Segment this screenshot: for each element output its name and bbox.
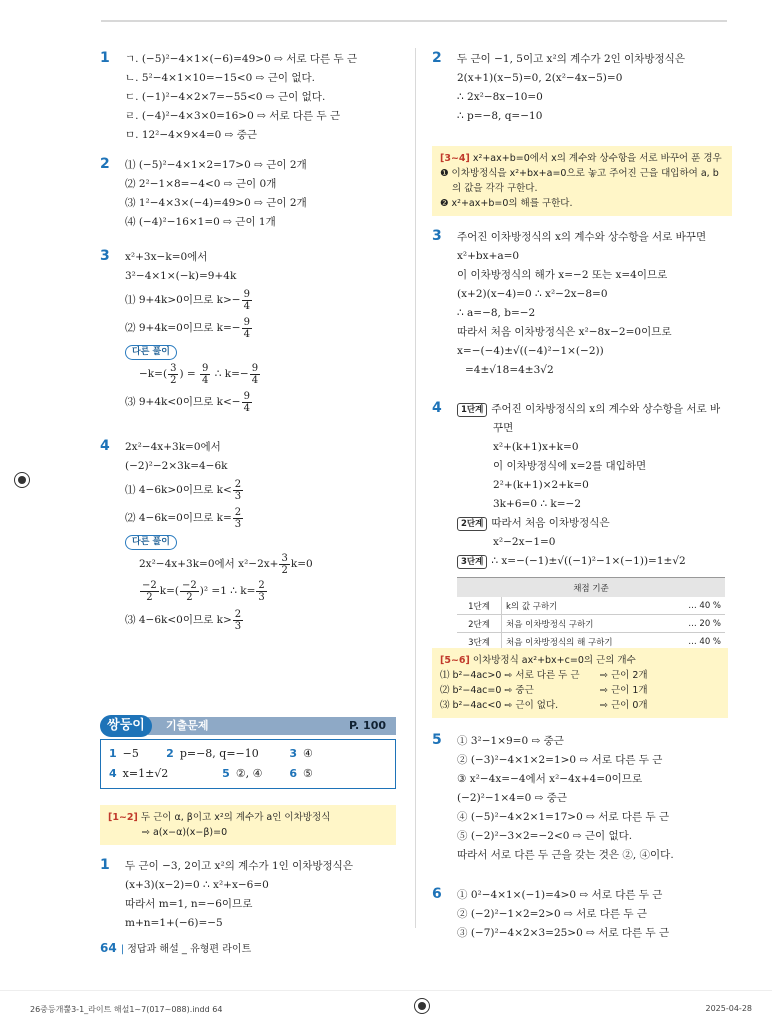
line: 3²−4×1×(−k)=9+4k (125, 270, 237, 282)
problem-number: 6 (432, 886, 442, 902)
line: −k=( $\frac{3}{2}$ ) = $\frac{9}{4}$ ∴ k=− $\frac{9}{4}$ (139, 362, 259, 386)
scoring-table (457, 577, 725, 651)
line: ① 3²−1×9=0 ⇨ 중근 (457, 735, 564, 747)
table-row: 3단계 처음 이차방정식의 해 구하기 … 40 % (457, 633, 725, 651)
line: 2x²−4x+3k=0에서 (125, 441, 221, 453)
registration-mark-icon (14, 472, 30, 488)
line: ⑷ (−4)²−16×1=0 ⇨ 근이 1개 (125, 216, 276, 228)
line: ∴ 2x²−8x−10=0 (457, 91, 543, 103)
answer-row: 4 x=1±√2 5 ②, ④ 6 ⑤ (109, 767, 313, 780)
line: ① 0²−4×1×(−1)=4>0 ⇨ 서로 다른 두 근 (457, 889, 663, 901)
line: ⑶ 9+4k<0이므로 k<− $\frac{9}{4}$ (125, 390, 250, 414)
answer-2 (100, 156, 400, 236)
top-rule (101, 20, 727, 22)
line: 두 근이 −1, 5이고 x²의 계수가 2인 이차방정식은 (457, 53, 685, 65)
line: (x+2)(x−4)=0 ∴ x²−2x−8=0 (457, 288, 608, 300)
step-3-tag: 3단계 (457, 555, 487, 569)
line: ㅁ. 12²−4×9×4=0 ⇨ 중근 (125, 129, 258, 141)
line: x²+3x−k=0에서 (125, 251, 208, 263)
exam-header (100, 715, 396, 737)
line: =4±√18=4±3√2 (465, 364, 554, 376)
problem-number: 3 (100, 248, 110, 264)
exam-section (100, 715, 396, 933)
table-row: 1단계 k의 값 구하기 … 40 % (457, 597, 725, 615)
problem-number: 1 (100, 50, 110, 66)
table-row: 2단계 처음 이차방정식 구하기 … 20 % (457, 615, 725, 633)
line: ∴ a=−8, b=−2 (457, 307, 536, 319)
line: (x+3)(x−2)=0 ∴ x²+x−6=0 (125, 879, 269, 891)
exam-answer-2 (432, 50, 732, 132)
right-column (432, 50, 732, 651)
answer-row: 1 −5 2 p=−8, q=−10 3 ④ (109, 747, 313, 760)
line: 따라서 서로 다른 두 근을 갖는 것은 ②, ④이다. (457, 849, 674, 861)
tip-box-5-6: [5~6] 이차방정식 ax²+bx+c=0의 근의 개수 ⑴ b²−4ac>0 ⇨ 서로 다른 두 근 ⇨ 근이 2개 ⑵ b²−4ac=0 ⇨ 중근 ⇨ 근이 1개 ⑶ b²−4ac<0 ⇨ 근이 없다. ⇨ 근이 0개 (432, 648, 728, 718)
problem-number: 5 (432, 732, 442, 748)
exam-answer-5 (432, 732, 728, 868)
exam-answer-3 (432, 228, 732, 386)
exam-answer-1 (100, 857, 396, 933)
line: ⑴ 4−6k>0이므로 k< $\frac{2}{3}$ (125, 478, 242, 502)
answer-3 (100, 248, 400, 424)
column-divider (415, 48, 416, 928)
line: (−2)²−1×4=0 ⇨ 중근 (457, 792, 568, 804)
exam-title-bar: 기출문제 P. 100 (148, 717, 396, 735)
line: ⑶ 4−6k<0이므로 k> $\frac{2}{3}$ (125, 608, 242, 632)
answer-1 (100, 50, 400, 148)
line: ㄷ. (−1)²−4×2×7=−55<0 ⇨ 근이 없다. (125, 91, 326, 103)
tip-box-3-4: [3~4] x²+ax+b=0에서 x의 계수와 상수항을 서로 바꾸어 푼 경우 ❶ 이차방정식을 x²+bx+a=0으로 놓고 주어진 근을 대입하여 a, b 의 값을 각각 구한다. ❷ x²+ax+b=0의 해를 구한다. (432, 146, 732, 216)
line: 2(x+1)(x−5)=0, 2(x²−4x−5)=0 (457, 72, 623, 84)
line: ㄱ. (−5)²−4×1×(−6)=49>0 ⇨ 서로 다른 두 근 (125, 53, 358, 65)
line: ⑶ 1²−4×3×(−4)=49>0 ⇨ 근이 2개 (125, 197, 307, 209)
line: m+n=1+(−6)=−5 (125, 917, 223, 929)
line: ⑵ 9+4k=0이므로 k=− $\frac{9}{4}$ (125, 316, 250, 340)
line: ② (−3)²−4×1×2=1>0 ⇨ 서로 다른 두 근 (457, 754, 663, 766)
line: ⑴ (−5)²−4×1×2=17>0 ⇨ 근이 2개 (125, 159, 307, 171)
line (125, 532, 400, 551)
line: ㄹ. (−4)²−4×3×0=16>0 ⇨ 서로 다른 두 근 (125, 110, 341, 122)
exam-answer-6 (432, 886, 728, 943)
footer-title: 정답과 해설 _ 유형편 라이트 (127, 944, 252, 955)
answer-4 (100, 438, 400, 643)
left-column (100, 50, 400, 643)
problem-number: 1 (100, 857, 110, 873)
scoring-table-header: 채점 기준 (457, 578, 725, 598)
step-1-tag: 1단계 (457, 403, 487, 417)
line: ④ (−5)²−4×2×1=17>0 ⇨ 서로 다른 두 근 (457, 811, 670, 823)
line: 2x²−4x+3k=0에서 x²−2x+ $\frac{3}{2}$ k=0 (139, 552, 313, 576)
exam-answer-4: 4 1단계 주어진 이차방정식의 x의 계수와 상수항을 서로 바 꾸면 x²+(k+1)x+k=0 이 이차방정식에 x=2를 대입하면 2²+(k+1)×2+k=0 3k+6=0 ∴ k=−2 2단계 따라서 처음 이차방정식은 x²−2x−1=0 3단계 ∴ x=−(−1)±√((−1)²−1×(−1))=1±√2 채점 기준 1단계 k의 값 구하기 … 40 % 2단계 처음 이차방정식 구하기 … 20 % 3단계 처음 이차방정식의 해 구하기 … 40 % (432, 400, 732, 651)
print-file-name: 26중등개뿔3-1_라이트 해설1~7(017~088).indd 64 (30, 1005, 223, 1014)
bottom-rule (0, 990, 772, 991)
line: 이 이차방정식의 해가 x=−2 또는 x=4이므로 (457, 269, 668, 281)
line: ⑵ 4−6k=0이므로 k= $\frac{2}{3}$ (125, 506, 242, 530)
line: 따라서 처음 이차방정식은 x²−8x−2=0이므로 (457, 326, 672, 338)
exam-page-ref: P. 100 (348, 719, 386, 732)
line: ⑤ (−2)²−3×2=−2<0 ⇨ 근이 없다. (457, 830, 633, 842)
problem-number: 3 (432, 228, 442, 244)
problem-number: 2 (432, 50, 442, 66)
problem-number: 2 (100, 156, 110, 172)
line: ③ (−7)²−4×2×3=25>0 ⇨ 서로 다른 두 근 (457, 927, 670, 939)
page-number: 64 (100, 941, 117, 955)
line: ⑴ 9+4k>0이므로 k>− $\frac{9}{4}$ (125, 288, 250, 312)
line: ⑵ 2²−1×8=−4<0 ⇨ 근이 0개 (125, 178, 277, 190)
line: $\frac{-2}{2}$ k=( $\frac{-2}{2}$ )² =1 ∴ k= $\frac{2}{3}$ (142, 579, 265, 603)
exam-badge: 쌍둥이 (100, 715, 152, 737)
alt-solution-label: 다른 풀이 (125, 535, 177, 550)
line: ㄴ. 5²−4×1×10=−15<0 ⇨ 근이 없다. (125, 72, 315, 84)
line (125, 342, 400, 361)
print-date: 2025-04-28 (705, 1004, 752, 1013)
line: (−2)²−2×3k=4−6k (125, 460, 228, 472)
line: ③ x²−4x=−4에서 x²−4x+4=0이므로 (457, 773, 643, 785)
tip-box-1-2: [1~2] 두 근이 α, β이고 x²의 계수가 a인 이차방정식 ⇨ a(x−α)(x−β)=0 (100, 805, 396, 845)
exam-answer-grid (100, 739, 396, 789)
right-lower (432, 648, 728, 943)
alt-solution-label: 다른 풀이 (125, 345, 177, 360)
line: x=−(−4)±√((−4)²−1×(−2)) (457, 345, 604, 357)
problem-number: 4 (100, 438, 110, 454)
line: 주어진 이차방정식의 x의 계수와 상수항을 서로 바꾸면 (457, 231, 707, 243)
step-2-tag: 2단계 (457, 517, 487, 531)
registration-mark-icon (414, 998, 430, 1014)
line: 두 근이 −3, 2이고 x²의 계수가 1인 이차방정식은 (125, 860, 353, 872)
line: ② (−2)²−1×2=2>0 ⇨ 서로 다른 두 근 (457, 908, 647, 920)
problem-number: 4 (432, 400, 442, 416)
page-footer: 64 | 정답과 해설 _ 유형편 라이트 (100, 941, 252, 955)
line: 따라서 m=1, n=−6이므로 (125, 898, 253, 910)
line: x²+bx+a=0 (457, 250, 520, 262)
line: ∴ p=−8, q=−10 (457, 110, 543, 122)
